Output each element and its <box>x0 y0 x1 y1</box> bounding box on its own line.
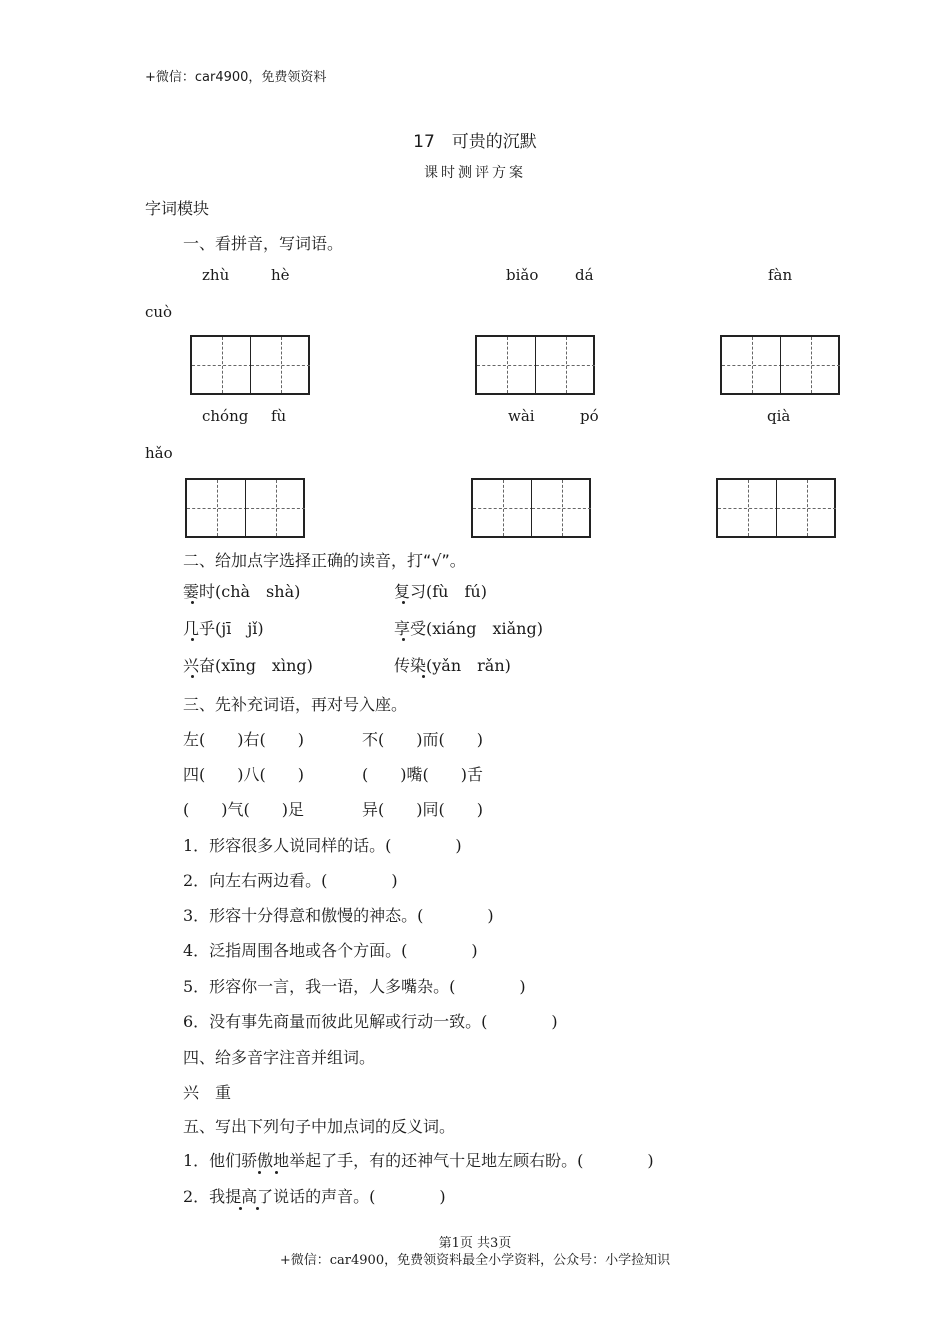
pinyin: fù <box>271 407 287 425</box>
fill-blank[interactable]: ( )气( )足 <box>183 800 304 819</box>
pinyin: wài <box>508 407 535 425</box>
writing-grid[interactable] <box>475 335 595 395</box>
question-item[interactable]: 3．形容十分得意和傲慢的神态。( ) <box>183 906 494 925</box>
fill-blank[interactable]: 异( )同( ) <box>362 800 483 819</box>
reading-option[interactable]: 霎时(chà shà) <box>183 582 301 601</box>
q5-heading: 五、写出下列句子中加点词的反义词。 <box>183 1117 456 1136</box>
q3-heading: 三、先补充词语，再对号入座。 <box>183 695 408 714</box>
reading-option[interactable]: 复习(fù fú) <box>394 582 487 601</box>
pinyin: dá <box>575 266 594 284</box>
question-item[interactable]: 4．泛指周围各地或各个方面。( ) <box>183 941 478 960</box>
q2-heading: 二、给加点字选择正确的读音，打“√”。 <box>183 551 466 570</box>
reading-option[interactable]: 兴奋(xīng xìng) <box>183 656 313 675</box>
footer-note: +微信：car4900，免费领资料最全小学资料，公众号：小学捡知识 <box>279 1253 671 1268</box>
emphasis-dot <box>256 1207 259 1210</box>
reading-option[interactable]: 传染(yǎn rǎn) <box>394 656 511 675</box>
q4-heading: 四、给多音字注音并组词。 <box>183 1048 376 1067</box>
question-item[interactable]: 1．形容很多人说同样的话。( ) <box>183 836 462 855</box>
emphasis-dot <box>191 601 194 604</box>
polyphone-chars[interactable]: 兴 重 <box>183 1083 232 1102</box>
reading-option[interactable]: 几乎(jī jǐ) <box>183 619 264 638</box>
emphasis-dot <box>191 638 194 641</box>
question-item[interactable]: 1．他们骄傲地举起了手，有的还神气十足地左顾右盼。( ) <box>183 1151 654 1170</box>
page-title: 17 可贵的沉默 <box>413 132 537 152</box>
pinyin: zhù <box>202 266 230 284</box>
question-item[interactable]: 2．向左右两边看。( ) <box>183 871 398 890</box>
fill-blank[interactable]: 不( )而( ) <box>362 730 483 749</box>
question-item[interactable]: 6．没有事先商量而彼此见解或行动一致。( ) <box>183 1012 558 1031</box>
writing-grid[interactable] <box>471 478 591 538</box>
page-number: 第1页 共3页 <box>438 1236 512 1251</box>
pinyin: chóng <box>202 407 249 425</box>
emphasis-dot <box>275 1171 278 1174</box>
emphasis-dot <box>191 675 194 678</box>
pinyin: biǎo <box>506 266 539 284</box>
pinyin: pó <box>580 407 599 425</box>
fill-blank[interactable]: 左( )右( ) <box>183 730 304 749</box>
emphasis-dot <box>258 1171 261 1174</box>
question-item[interactable]: 5．形容你一言，我一语，人多嘴杂。( ) <box>183 977 526 996</box>
emphasis-dot <box>402 601 405 604</box>
module-heading: 字词模块 <box>145 199 210 218</box>
question-item[interactable]: 2．我提高了说话的声音。( ) <box>183 1187 446 1206</box>
writing-grid[interactable] <box>720 335 840 395</box>
emphasis-dot <box>422 675 425 678</box>
pinyin: fàn <box>768 266 793 284</box>
writing-grid[interactable] <box>716 478 836 538</box>
writing-grid[interactable] <box>190 335 310 395</box>
pinyin: hǎo <box>145 444 173 462</box>
q1-heading: 一、看拼音，写词语。 <box>183 234 344 253</box>
pinyin: hè <box>271 266 290 284</box>
emphasis-dot <box>239 1207 242 1210</box>
fill-blank[interactable]: 四( )八( ) <box>183 765 304 784</box>
page-subtitle: 课时测评方案 <box>424 165 526 181</box>
writing-grid[interactable] <box>185 478 305 538</box>
reading-option[interactable]: 享受(xiáng xiǎng) <box>394 619 543 638</box>
fill-blank[interactable]: ( )嘴( )舌 <box>362 765 483 784</box>
header-note: +微信：car4900，免费领资料 <box>145 70 327 85</box>
pinyin: qià <box>767 407 791 425</box>
pinyin: cuò <box>145 303 173 321</box>
emphasis-dot <box>402 638 405 641</box>
